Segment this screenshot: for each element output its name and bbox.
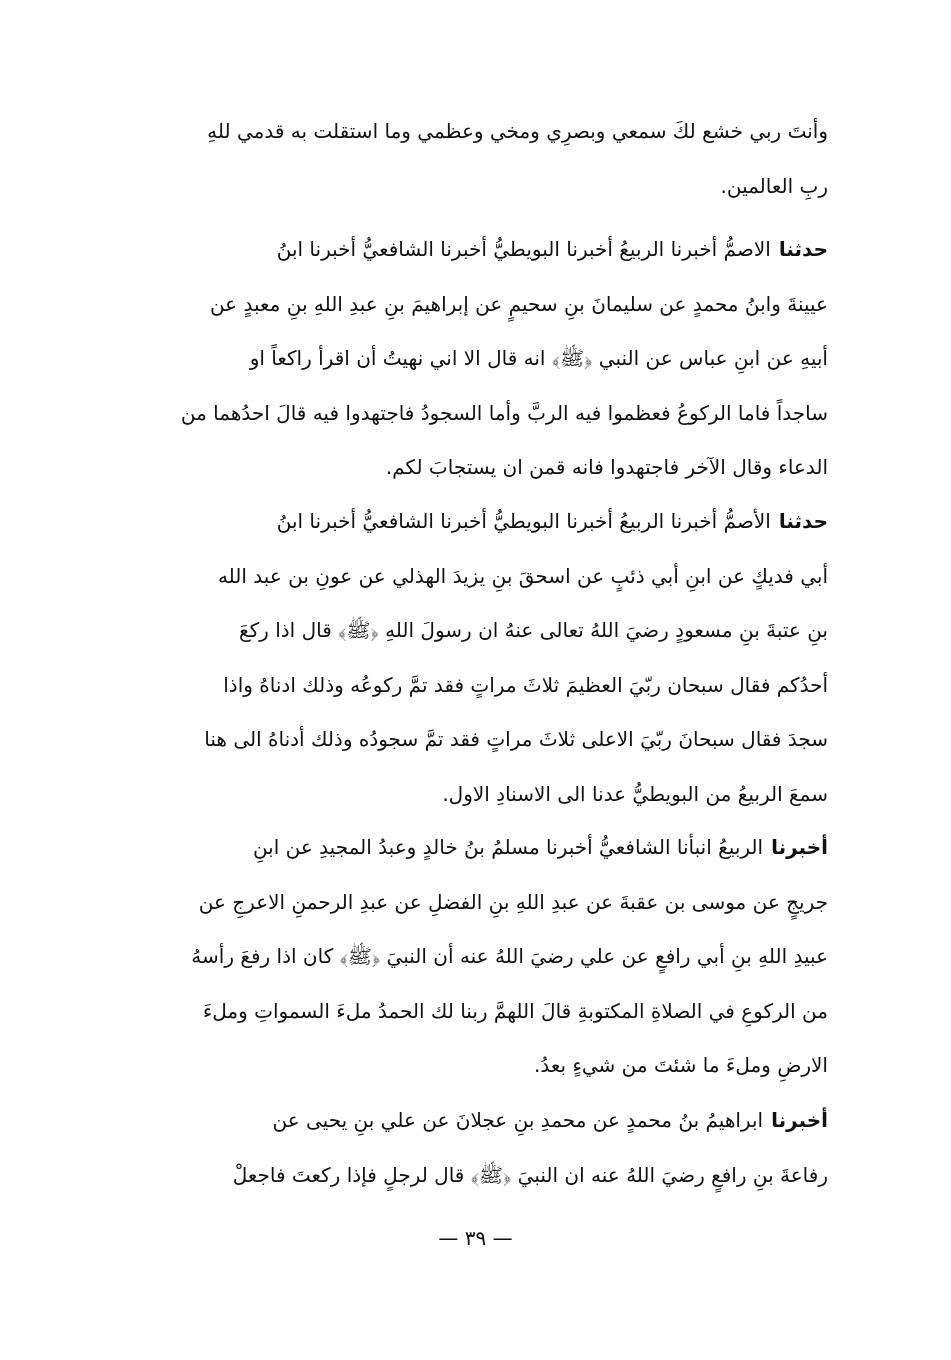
text-line: سجدَ فقال سبحانَ ربّيَ الاعلى ثلاثَ مراتٍ فقد تمَّ سجودُه وذلك أدناهُ الى هنا bbox=[204, 727, 828, 751]
text-line-first bbox=[128, 494, 828, 549]
text-line: من الركوعِ في الصلاةِ المكتوبةِ قالَ اللهمَّ ربنا لك الحمدُ ملءَ السمواتِ وملءَ bbox=[202, 998, 828, 1023]
text-line: أبيهِ عن ابنِ عباس عن النبي ﴿ﷺ﴾ انه قال الا اني نهيتُ أن اقرأ راكعاً او bbox=[249, 346, 828, 370]
page-number: — ٣٩ — bbox=[438, 1226, 513, 1250]
text-line: الأصمُّ أخبرنا الربيعُ أخبرنا البويطيُّ أخبرنا الشافعيُّ أخبرنا ابنُ bbox=[276, 509, 771, 533]
text-line: سمعَ الربيعُ من البويطيُّ عدنا الى الاسنادِ الاول. bbox=[442, 781, 828, 806]
text-line: وأنتَ ربي خشع لكَ سمعي وبصرِي ومخي وعظمي وما استقلت به قدمي للهِ bbox=[207, 119, 828, 143]
text-line: ابراهيمُ بنُ محمدٍ عن محمدِ بنِ عجلانَ عن علي بنِ يحيى عن bbox=[272, 1108, 764, 1132]
text-line: الدعاء وقال الآخر فاجتهدوا فانه قمن ان يستجابَ لكم. bbox=[385, 455, 828, 479]
text-line: الربيعُ انبأنا الشافعيُّ أخبرنا مسلمُ بنُ خالدٍ وعبدُ المجيدِ عن ابنِ bbox=[252, 835, 764, 859]
hadith-paragraph-1 bbox=[128, 222, 828, 495]
text-line: جريجٍ عن موسى بن عقبةَ عن عبدِ اللهِ بنِ الفضلِ عن عبدِ الرحمنِ الاعرجِ عن bbox=[198, 889, 828, 914]
hadith-lead-word: حدثنا bbox=[778, 509, 828, 533]
text-line: ربِ العالمين. bbox=[720, 173, 828, 198]
text-line: أحدُكم فقال سبحان ربّيَ العظيمَ ثلاثَ مراتٍ فقد تمَّ ركوعُه وذلك ادناهُ واذا bbox=[223, 672, 828, 697]
hadith-lead-word: أخبرنا bbox=[771, 1108, 828, 1132]
text-line: ساجداً فاما الركوعُ فعظموا فيه الربَّ وأما السجودُ فاجتهدوا فيه قالَ احدُهما من bbox=[180, 400, 828, 425]
hadith-lead-word: حدثنا bbox=[778, 237, 828, 261]
text-line: عيينةَ وابنُ محمدٍ عن سليمانَ بنِ سحيمٍ عن إبراهيمَ بنِ عبدِ اللهِ بنِ معبدٍ عن bbox=[209, 291, 828, 316]
intro-paragraph bbox=[128, 104, 828, 213]
text-line-first bbox=[128, 222, 828, 277]
text-line: عبيدِ اللهِ بنِ أبي رافعٍ عن علي رضيَ اللهُ عنه أن النبيَ ﴿ﷺ﴾ كان اذا رفعَ رأسهُ bbox=[191, 944, 828, 968]
hadith-paragraph-3 bbox=[128, 820, 828, 1093]
text-line: الاصمُّ أخبرنا الربيعُ أخبرنا البويطيُّ أخبرنا الشافعيُّ أخبرنا ابنُ bbox=[276, 237, 771, 261]
text-line-first bbox=[128, 820, 828, 875]
text-line: أبي فديكٍ عن ابنِ أبي ذئبٍ عن اسحقَ بنِ يزيدَ الهذلي عن عونِ بن عبد الله bbox=[217, 563, 828, 588]
text-line: رفاعةَ بنِ رافعٍ رضيَ اللهُ عنه ان النبيَ ﴿ﷺ﴾ قال لرجلٍ فإذا ركعتَ فاجعلْ bbox=[232, 1162, 828, 1187]
hadith-paragraph-4 bbox=[128, 1093, 828, 1202]
hadith-paragraph-2 bbox=[128, 494, 828, 821]
text-line: الارضِ وملءَ ما شئتَ من شيءٍ بعدُ. bbox=[534, 1053, 828, 1077]
text-line-first bbox=[128, 1093, 828, 1148]
text-line: بنِ عتبةَ بنِ مسعودٍ رضيَ اللهُ تعالى عنهُ ان رسولَ اللهِ ﴿ﷺ﴾ قال اذا ركعَ bbox=[239, 618, 828, 642]
hadith-lead-word: أخبرنا bbox=[771, 835, 828, 859]
